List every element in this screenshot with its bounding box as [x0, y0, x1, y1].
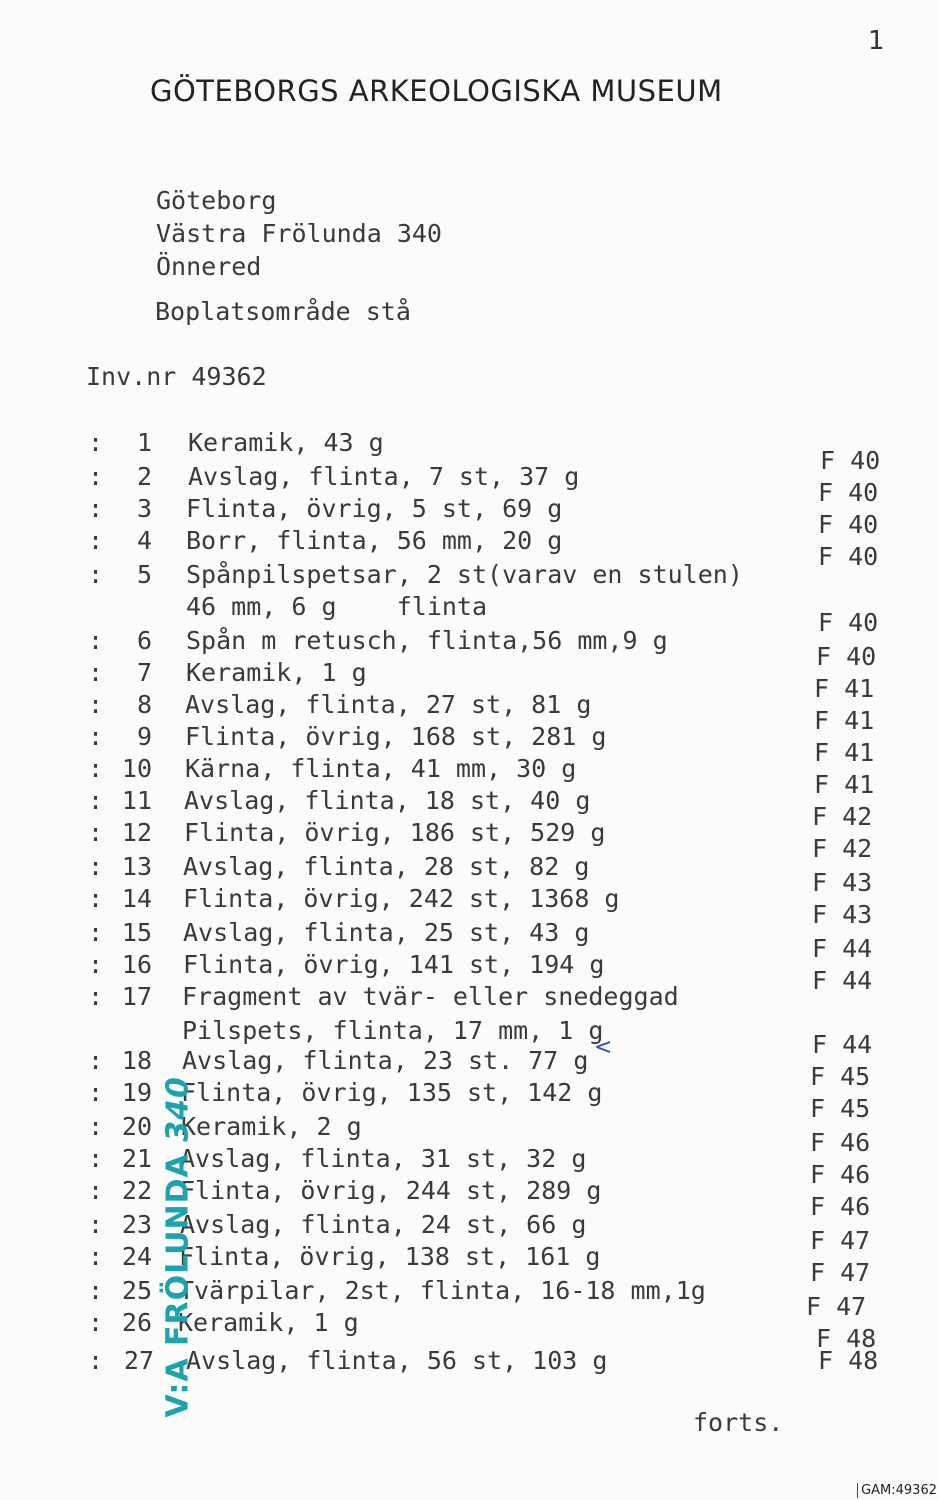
item-row: [0, 1046, 939, 1091]
item-row: [0, 918, 939, 963]
item-colon: :: [88, 852, 104, 881]
museum-heading: GÖTEBORGS ARKEOLOGISKA MUSEUM: [150, 74, 723, 108]
item-code: F 40: [818, 510, 879, 539]
item-description: Spånpilspetsar, 2 st(varav en stulen): [186, 560, 743, 589]
item-colon: :: [88, 1308, 104, 1337]
item-description: Keramik, 2 g: [181, 1112, 362, 1141]
item-number: 13: [121, 852, 152, 881]
item-number: 1: [136, 428, 152, 457]
item-colon: :: [88, 982, 104, 1011]
item-row: [0, 1176, 939, 1221]
item-code: F 41: [814, 738, 875, 767]
item-number: 21: [121, 1144, 152, 1173]
item-number: 24: [121, 1242, 152, 1271]
item-description: Avslag, flinta, 27 st, 81 g: [185, 690, 592, 719]
item-code: F 44: [812, 966, 873, 995]
item-colon: :: [88, 786, 104, 815]
item-row: [0, 884, 939, 929]
item-colon: :: [88, 950, 104, 979]
item-description: Avslag, flinta, 31 st, 32 g: [180, 1144, 587, 1173]
item-code: F 40: [818, 542, 879, 571]
item-colon: :: [88, 1144, 104, 1173]
item-colon: :: [88, 658, 104, 687]
item-description: Flinta, övrig, 138 st, 161 g: [179, 1242, 601, 1271]
item-description: Avslag, flinta, 24 st, 66 g: [180, 1210, 587, 1239]
item-description: Avslag, flinta, 7 st, 37 g: [188, 462, 580, 491]
item-colon: :: [88, 690, 104, 719]
item-number: 4: [136, 526, 152, 555]
item-code: F 46: [810, 1192, 871, 1221]
item-colon: :: [88, 722, 104, 751]
item-description: Keramik, 1 g: [178, 1308, 359, 1337]
item-colon: :: [88, 918, 104, 947]
item-number: 5: [136, 560, 152, 589]
item-code: F 42: [812, 834, 873, 863]
item-row: [0, 1276, 939, 1321]
item-colon: :: [88, 1078, 104, 1107]
item-description: Flinta, övrig, 244 st, 289 g: [180, 1176, 602, 1205]
item-colon: :: [88, 818, 104, 847]
item-description: Avslag, flinta, 28 st, 82 g: [183, 852, 590, 881]
item-number: 12: [121, 818, 152, 847]
item-code: F 47: [810, 1258, 871, 1287]
item-code: F 41: [814, 770, 875, 799]
item-number: 19: [121, 1078, 152, 1107]
item-description-continued: 46 mm, 6 g flinta: [186, 592, 488, 621]
item-row: [0, 428, 939, 475]
item-code: F 46: [810, 1160, 871, 1189]
item-colon: :: [88, 560, 104, 589]
item-code: F 43: [812, 900, 873, 929]
item-number: 8: [136, 690, 152, 719]
item-code: F 45: [810, 1062, 871, 1091]
item-description: Kärna, flinta, 41 mm, 30 g: [185, 754, 577, 783]
item-description: Fragment av tvär- eller snedeggad: [182, 982, 679, 1011]
item-description: Avslag, flinta, 18 st, 40 g: [184, 786, 591, 815]
item-code: F 40: [816, 642, 877, 671]
place-line: Västra Frölunda 340: [156, 219, 442, 248]
item-colon: :: [88, 1276, 104, 1305]
item-description: Flinta, övrig, 168 st, 281 g: [185, 722, 607, 751]
item-row: [0, 950, 939, 995]
item-row: [0, 786, 939, 831]
item-colon: :: [88, 462, 104, 491]
item-description-continued: Pilspets, flinta, 17 mm, 1 g: [182, 1016, 604, 1045]
item-code: F 41: [814, 706, 875, 735]
item-description: Avslag, flinta, 56 st, 103 g: [186, 1346, 608, 1375]
item-description: Flinta, övrig, 242 st, 1368 g: [183, 884, 620, 913]
item-number: 27: [123, 1346, 154, 1375]
item-code: F 47: [810, 1226, 871, 1255]
item-number: 15: [121, 918, 152, 947]
item-colon: :: [88, 494, 104, 523]
item-code: F 44: [812, 934, 873, 963]
item-colon: :: [88, 1346, 104, 1375]
place-block: [156, 184, 442, 283]
site-type: Boplatsområde stå: [155, 297, 411, 326]
item-row: [0, 462, 939, 507]
item-code: F 40: [820, 446, 881, 475]
item-number: 9: [136, 722, 152, 751]
item-code: F 40: [818, 608, 879, 637]
stamp-text: V:A FRÖLUNDA: [160, 1153, 196, 1418]
item-code: F 40: [818, 478, 879, 507]
item-description: Avslag, flinta, 25 st, 43 g: [183, 918, 590, 947]
item-colon: :: [88, 428, 104, 457]
item-row: [0, 1308, 939, 1353]
item-description: Keramik, 43 g: [188, 428, 384, 457]
handwritten-mark: <: [594, 1035, 613, 1060]
item-row: [0, 1112, 939, 1157]
item-colon: :: [88, 1242, 104, 1271]
item-colon: :: [88, 626, 104, 655]
item-row: [0, 1144, 939, 1189]
item-description: Avslag, flinta, 23 st. 77 g: [182, 1046, 589, 1075]
continued-note: forts.: [693, 1408, 784, 1437]
item-description: Borr, flinta, 56 mm, 20 g: [186, 526, 563, 555]
item-row: [0, 982, 939, 1059]
item-description: Spån m retusch, flinta,56 mm,9 g: [186, 626, 668, 655]
item-description: Keramik, 1 g: [186, 658, 367, 687]
item-description: Tvärpilar, 2st, flinta, 16-18 mm,1g: [179, 1276, 706, 1305]
item-number: 20: [121, 1112, 152, 1141]
item-number: 6: [136, 626, 152, 655]
item-row: [0, 690, 939, 735]
item-number: 3: [136, 494, 152, 523]
page-number: 1: [868, 26, 885, 56]
item-description: Flinta, övrig, 141 st, 194 g: [183, 950, 605, 979]
item-code: F 47: [806, 1292, 867, 1321]
item-code: F 48: [818, 1346, 879, 1375]
item-row: [0, 1078, 939, 1123]
item-row: [0, 526, 939, 571]
item-colon: :: [88, 1112, 104, 1141]
item-description: Flinta, övrig, 5 st, 69 g: [186, 494, 563, 523]
item-row: [0, 626, 939, 671]
item-row: [0, 852, 939, 897]
item-number: 10: [121, 754, 152, 783]
item-number: 22: [121, 1176, 152, 1205]
item-number: 25: [121, 1276, 152, 1305]
item-code: F 46: [810, 1128, 871, 1157]
item-row: [0, 1210, 939, 1255]
item-row: [0, 1242, 939, 1287]
item-number: 23: [121, 1210, 152, 1239]
item-colon: :: [88, 1046, 104, 1075]
item-number: 16: [121, 950, 152, 979]
item-row: [0, 1346, 939, 1380]
location-stamp: [160, 1076, 196, 1418]
stamp-number: 340: [160, 1076, 196, 1142]
place-line: Önnered: [156, 252, 262, 281]
item-colon: :: [88, 1176, 104, 1205]
item-row: [0, 818, 939, 863]
item-number: 2: [136, 462, 152, 491]
catalog-id: GAM:49362: [857, 1483, 937, 1498]
item-colon: :: [88, 526, 104, 555]
item-number: 14: [121, 884, 152, 913]
item-code: F 44: [812, 1030, 873, 1059]
item-number: 7: [136, 658, 152, 687]
item-code: F 43: [812, 868, 873, 897]
item-row: [0, 494, 939, 539]
item-row: [0, 560, 939, 637]
item-row: [0, 754, 939, 799]
item-code: F 48: [816, 1324, 877, 1353]
item-code: F 41: [814, 674, 875, 703]
item-number: 17: [121, 982, 152, 1011]
item-colon: :: [88, 754, 104, 783]
inventory-number: Inv.nr 49362: [86, 362, 267, 391]
item-number: 11: [121, 786, 152, 815]
item-row: [0, 658, 939, 703]
item-colon: :: [88, 884, 104, 913]
place-line: Göteborg: [156, 186, 277, 215]
item-colon: :: [88, 1210, 104, 1239]
item-code: F 45: [810, 1094, 871, 1123]
item-description: Flinta, övrig, 186 st, 529 g: [184, 818, 606, 847]
item-description: Flinta, övrig, 135 st, 142 g: [181, 1078, 603, 1107]
item-number: 26: [121, 1308, 152, 1337]
item-number: 18: [121, 1046, 152, 1075]
item-row: [0, 722, 939, 767]
item-code: F 42: [812, 802, 873, 831]
